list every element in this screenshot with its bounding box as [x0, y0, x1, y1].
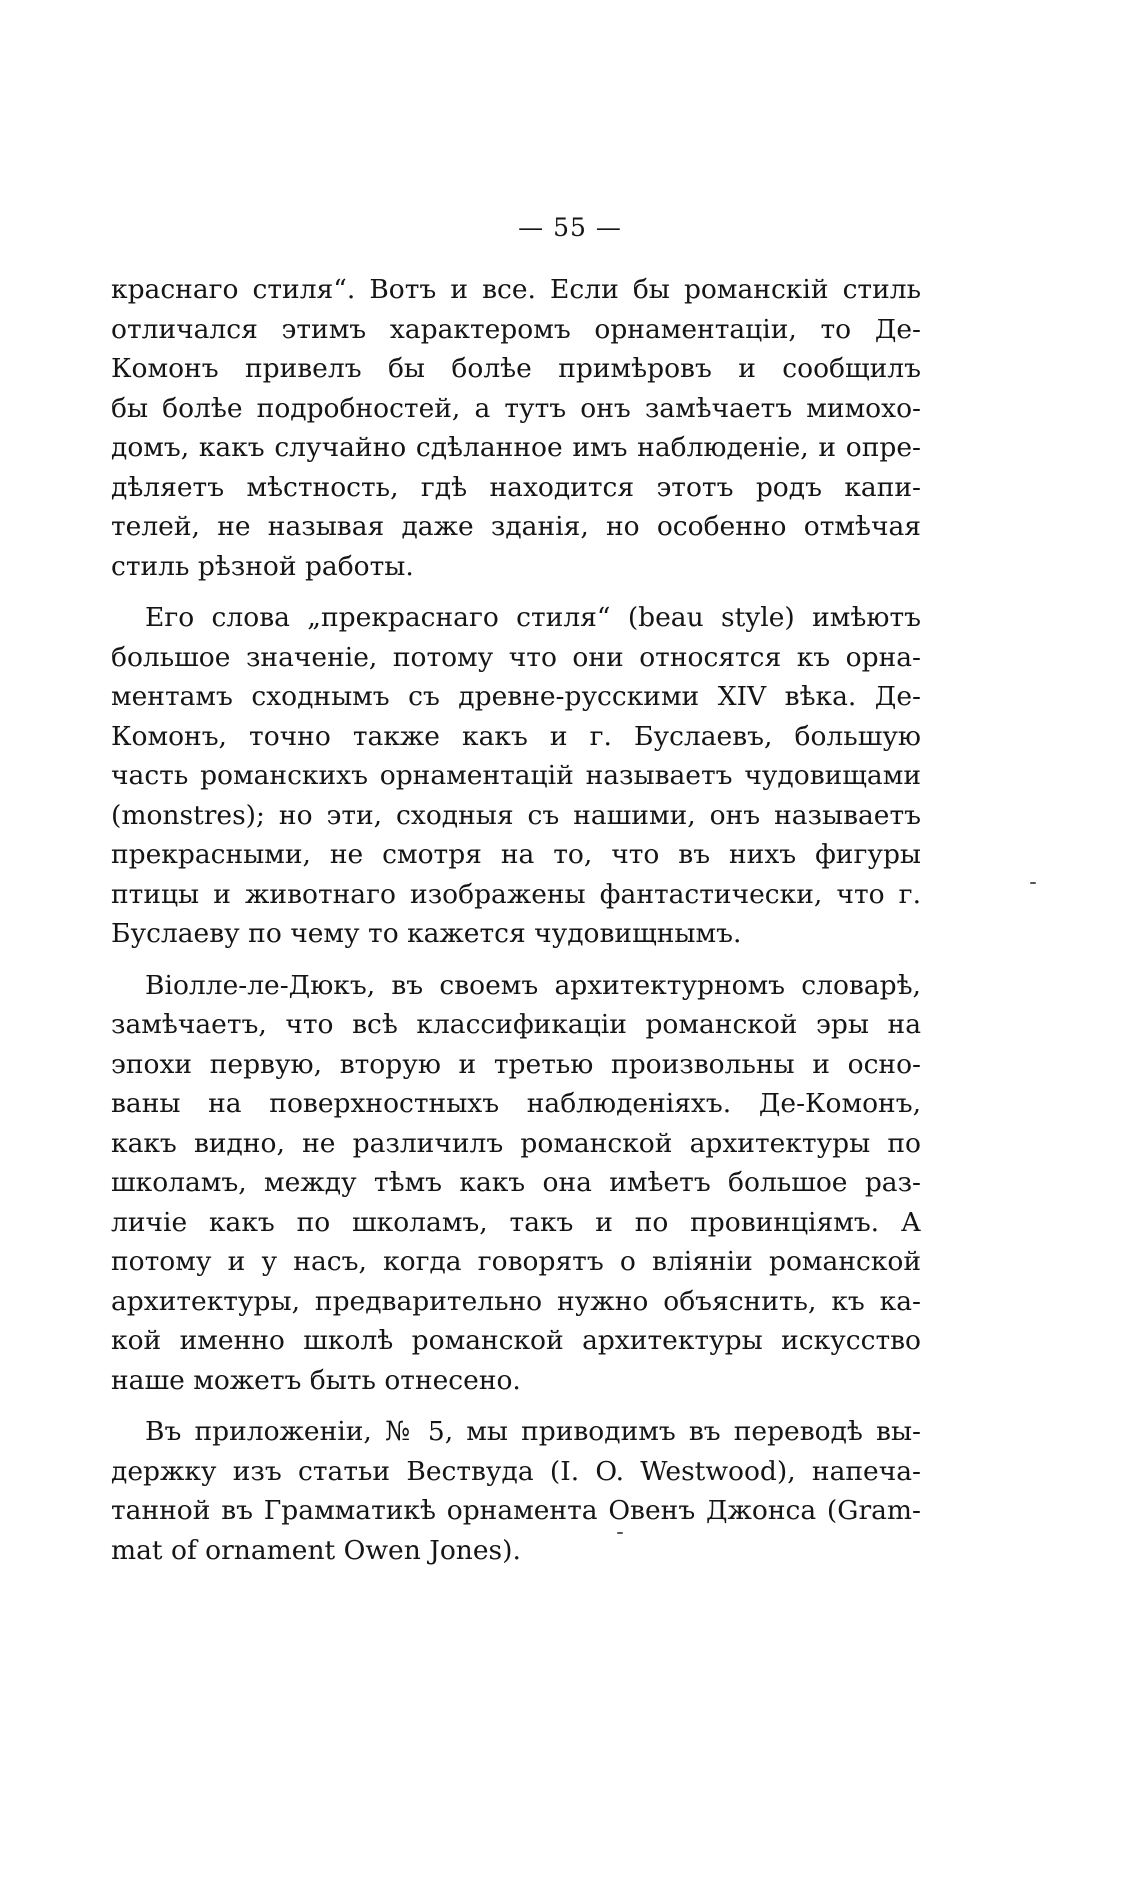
page-number: — 55 — [518, 213, 622, 242]
text-line: школамъ, между тѣмъ какъ она имѣетъ большое раз- [111, 1167, 921, 1198]
paragraph-3 [111, 966, 921, 1401]
text-line: (monstres); но эти, сходныя съ нашими, онъ называетъ [111, 799, 921, 831]
paragraph-1 [111, 270, 921, 586]
text-line: архитектуры, предварительно нужно объяснить, къ ка- [111, 1285, 921, 1317]
text-line: замѣчаетъ, что всѣ классификаціи романской эры на [111, 1009, 921, 1040]
text-line: большое значеніе, потому что они относятся къ орна- [111, 641, 921, 673]
text-line: mat of ornament Owen Jones). [111, 1534, 521, 1566]
text-line: бы болѣе подробностей, а тутъ онъ замѣчаетъ мимохо- [111, 392, 921, 424]
body-text [111, 270, 921, 1582]
text-line: прекрасными, не смотря на то, что въ нихъ фигуры [111, 839, 921, 870]
print-speck [617, 1532, 623, 1534]
text-line: Въ приложеніи, № 5, мы приводимъ въ переводѣ вы- [145, 1416, 921, 1447]
text-line: дѣляетъ мѣстность, гдѣ находится этотъ родъ капи- [111, 471, 921, 503]
paragraph-4 [111, 1412, 921, 1570]
text-line: Комонъ привелъ бы болѣе примѣровъ и сообщилъ [111, 353, 921, 384]
text-line: отличался этимъ характеромъ орнаментаціи, то Де- [111, 313, 921, 345]
text-line: какъ видно, не различилъ романской архитектуры по [111, 1127, 921, 1159]
paragraph-2 [111, 598, 921, 954]
text-line: потому и у насъ, когда говорятъ о вліяніи романской [111, 1246, 921, 1277]
text-line: домъ, какъ случайно сдѣланное имъ наблюденіе, и опре- [111, 432, 921, 463]
text-line: ментамъ сходнымъ съ древне-русскими XIV вѣка. Де- [111, 681, 921, 712]
text-line: танной въ Грамматикѣ орнамента Овенъ Джонса (Gram- [111, 1495, 921, 1526]
text-line: стиль рѣзной работы. [111, 550, 414, 582]
text-line: птицы и животнаго изображены фантастически, что г. [111, 878, 921, 910]
text-line: Буслаеву по чему то кажется чудовищнымъ. [111, 918, 742, 949]
text-line: ваны на поверхностныхъ наблюденіяхъ. Де-Комонъ, [111, 1088, 921, 1119]
text-line: держку изъ статьи Вествуда (I. O. Westwood), напеча- [111, 1455, 921, 1487]
text-line: краснаго стиля“. Вотъ и все. Если бы романскій стиль [111, 274, 921, 305]
text-line: Віолле-ле-Дюкъ, въ своемъ архитектурномъ словарѣ, [145, 969, 921, 1001]
text-line: личіе какъ по школамъ, такъ и по провинціямъ. А [111, 1206, 921, 1238]
print-speck [1030, 882, 1036, 884]
text-line: кой именно школѣ романской архитектуры искусство [111, 1325, 921, 1356]
text-line: Его слова „прекраснаго стиля“ (beau style) имѣютъ [145, 602, 921, 633]
text-line: эпохи первую, вторую и третью произвольны и осно- [111, 1048, 921, 1080]
text-line: телей, не называя даже зданія, но особенно отмѣчая [111, 511, 921, 542]
text-line: часть романскихъ орнаментацій называетъ чудовищами [111, 760, 921, 791]
text-line: наше можетъ быть отнесено. [111, 1364, 521, 1396]
text-line: Комонъ, точно также какъ и г. Буслаевъ, большую [111, 720, 921, 752]
